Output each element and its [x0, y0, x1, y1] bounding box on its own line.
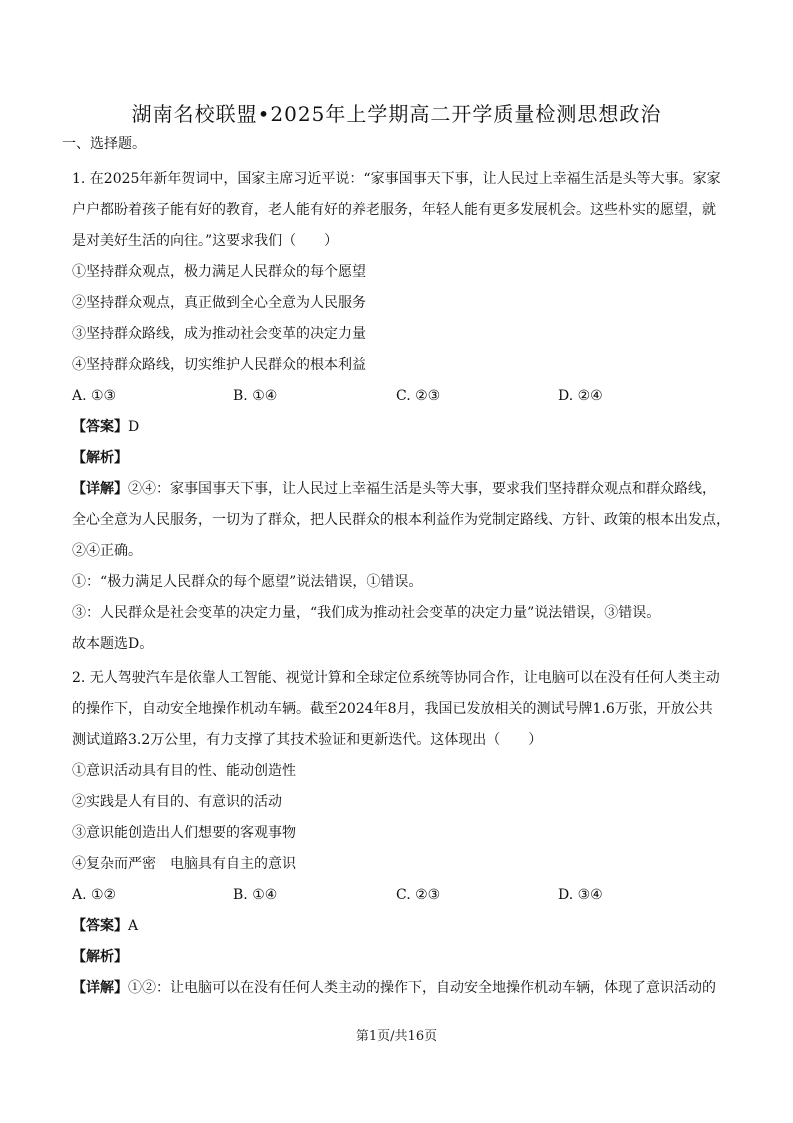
q2-statement-1: ①意识活动具有目的性、能动创造性 [72, 763, 296, 779]
q2-option-d: D. ③④ [558, 887, 603, 903]
q1-statement-1: ①坚持群众观点，极力满足人民群众的每个愿望 [72, 264, 366, 280]
q2-statement-2: ②实践是人有目的、有意识的活动 [72, 794, 282, 810]
q2-stem-line-2: 的操作下，自动安全地操作机动车辆。截至2024年8月，我国已发放相关的测试号牌1.6万张，开放公共 [72, 701, 713, 717]
q1-detail-line-3: ②④正确。 [72, 543, 142, 559]
answer-value: A [128, 918, 139, 934]
q1-stem-line-1: 1. 在2025年新年贺词中，国家主席习近平说：“家事国事天下事，让人民过上幸福生活是头等大事。家家 [72, 171, 721, 187]
answer-label: 【答案】 [72, 419, 128, 435]
q2-answer [72, 917, 138, 935]
q1-option-d: D. ②④ [558, 388, 603, 404]
q2-statement-4: ④复杂而严密 电脑具有自主的意识 [72, 856, 296, 872]
q1-detail-line-4: ①：“极力满足人民群众的每个愿望”说法错误，①错误。 [72, 574, 423, 590]
section-heading: 一、选择题。 [62, 136, 146, 152]
detail-label: 【详解】 [72, 980, 128, 996]
q1-option-a: A. ①③ [72, 388, 117, 404]
q1-statement-2: ②坚持群众观点，真正做到全心全意为人民服务 [72, 295, 366, 311]
page-title: 湖南名校联盟•2025年上学期高二开学质量检测思想政治 [131, 102, 662, 126]
detail-label: 【详解】 [72, 481, 128, 497]
answer-value: D [128, 419, 140, 435]
q2-stem-line-3: 测试道路3.2万公里，有力支撑了其技术验证和更新迭代。这体现出（ ） [72, 732, 543, 748]
q2-stem-line-1: 2. 无人驾驶汽车是依靠人工智能、视觉计算和全球定位系统等协同合作，让电脑可以在没有任何人类主动 [72, 670, 720, 686]
q1-detail-line-2: 全心全意为人民服务，一切为了群众，把人民群众的根本利益作为党制定路线、方针、政策的根本出发点， [72, 512, 730, 528]
answer-label: 【答案】 [72, 918, 128, 934]
q1-stem-line-2: 户户都盼着孩子能有好的教育，老人能有好的养老服务，年轻人能有更多发展机会。这些朴实的愿望，就 [72, 202, 716, 218]
q2-option-a: A. ①② [72, 887, 117, 903]
q2-option-c: C. ②③ [396, 887, 441, 903]
q1-conclusion: 故本题选D。 [72, 636, 154, 652]
q1-statement-4: ④坚持群众路线，切实维护人民群众的根本利益 [72, 357, 366, 373]
q2-analysis-label: 【解析】 [72, 949, 128, 965]
q2-option-b: B. ①④ [233, 887, 278, 903]
q1-analysis-label: 【解析】 [72, 450, 128, 466]
q2-detail-line-1: 【详解】①②：让电脑可以在没有任何人类主动的操作下，自动安全地操作机动车辆，体现了意识活动的 [72, 980, 716, 996]
q1-detail-line-5: ③：人民群众是社会变革的决定力量，“我们成为推动社会变革的决定力量”说法错误，③错误。 [72, 605, 661, 621]
q1-option-b: B. ①④ [233, 388, 278, 404]
q2-statement-3: ③意识能创造出人们想要的客观事物 [72, 825, 296, 841]
page-footer: 第1页/共16页 [355, 1029, 438, 1044]
q1-detail-line-1: 【详解】②④：家事国事天下事，让人民过上幸福生活是头等大事，要求我们坚持群众观点和群众路线， [72, 481, 716, 497]
q1-answer [72, 418, 139, 436]
q1-statement-3: ③坚持群众路线，成为推动社会变革的决定力量 [72, 326, 366, 342]
q1-stem-line-3: 是对美好生活的向往。”这要求我们（ ） [72, 233, 339, 249]
q1-option-c: C. ②③ [396, 388, 441, 404]
